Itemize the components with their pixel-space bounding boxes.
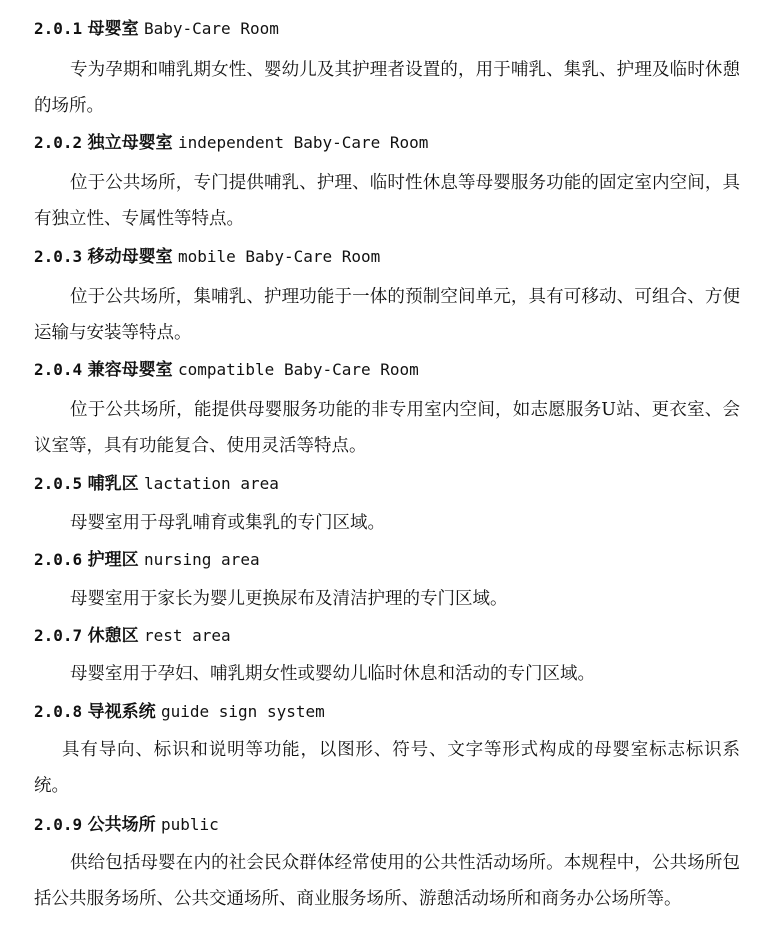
term-heading-2-0-8 — [34, 700, 325, 724]
term-definition-2-0-3: 位于公共场所，集哺乳、护理功能于一体的预制空间单元，具有可移动、可组合、方便运输与安装等特点。 — [34, 287, 740, 343]
term-number: 2.0.4 — [34, 360, 83, 379]
term-zh: 哺乳区 — [87, 474, 139, 494]
term-en: guide sign system — [160, 702, 325, 721]
term-heading-2-0-1 — [34, 17, 279, 41]
term-number: 2.0.7 — [34, 626, 83, 645]
term-heading-2-0-4 — [34, 358, 419, 382]
term-en: Baby-Care Room — [143, 19, 279, 38]
term-number: 2.0.8 — [34, 702, 83, 721]
term-definition-2-0-1: 专为孕期和哺乳期女性、婴幼儿及其护理者设置的，用于哺乳、集乳、护理及临时休憩的场所。 — [34, 60, 740, 116]
term-heading-2-0-6 — [34, 548, 260, 572]
term-heading-2-0-5 — [34, 472, 279, 496]
term-heading-2-0-9 — [34, 813, 219, 837]
term-en: nursing area — [143, 550, 260, 569]
term-zh: 独立母婴室 — [87, 133, 173, 153]
term-heading-2-0-7 — [34, 624, 231, 648]
term-definition-2-0-8: 具有导向、标识和说明等功能，以图形、符号、文字等形式构成的母婴室标志标识系统。 — [34, 740, 740, 796]
term-number: 2.0.2 — [34, 133, 83, 152]
term-definition-2-0-9: 供给包括母婴在内的社会民众群体经常使用的公共性活动场所。本规程中，公共场所包括公共服务场所、公共交通场所、商业服务场所、游憩活动场所和商务办公场所等。 — [34, 853, 740, 909]
term-number: 2.0.5 — [34, 474, 83, 493]
term-en: compatible Baby-Care Room — [177, 360, 419, 379]
term-number: 2.0.9 — [34, 815, 83, 834]
term-zh: 休憩区 — [87, 626, 139, 646]
term-zh: 母婴室 — [87, 19, 139, 39]
term-definition-2-0-7: 母婴室用于孕妇、哺乳期女性或婴幼儿临时休息和活动的专门区域。 — [70, 664, 595, 684]
term-number: 2.0.1 — [34, 19, 83, 38]
term-en: mobile Baby-Care Room — [177, 247, 381, 266]
term-en: public — [160, 815, 219, 834]
term-zh: 公共场所 — [87, 815, 156, 835]
term-en: rest area — [143, 626, 231, 645]
term-zh: 护理区 — [87, 550, 139, 570]
term-definition-2-0-4: 位于公共场所，能提供母婴服务功能的非专用室内空间，如志愿服务U站、更衣室、会议室等，具有功能复合、使用灵活等特点。 — [34, 400, 740, 456]
term-heading-2-0-3 — [34, 245, 380, 269]
term-number: 2.0.3 — [34, 247, 83, 266]
term-definition-2-0-5: 母婴室用于母乳哺育或集乳的专门区域。 — [70, 513, 385, 533]
term-zh: 导视系统 — [87, 702, 156, 722]
term-en: independent Baby-Care Room — [177, 133, 429, 152]
term-zh: 兼容母婴室 — [87, 360, 173, 380]
term-definition-2-0-2: 位于公共场所，专门提供哺乳、护理、临时性休息等母婴服务功能的固定室内空间，具有独立性、专属性等特点。 — [34, 173, 740, 229]
term-zh: 移动母婴室 — [87, 247, 173, 267]
term-en: lactation area — [143, 474, 279, 493]
term-number: 2.0.6 — [34, 550, 83, 569]
term-definition-2-0-6: 母婴室用于家长为婴儿更换尿布及清洁护理的专门区域。 — [70, 589, 508, 609]
term-heading-2-0-2 — [34, 131, 428, 155]
